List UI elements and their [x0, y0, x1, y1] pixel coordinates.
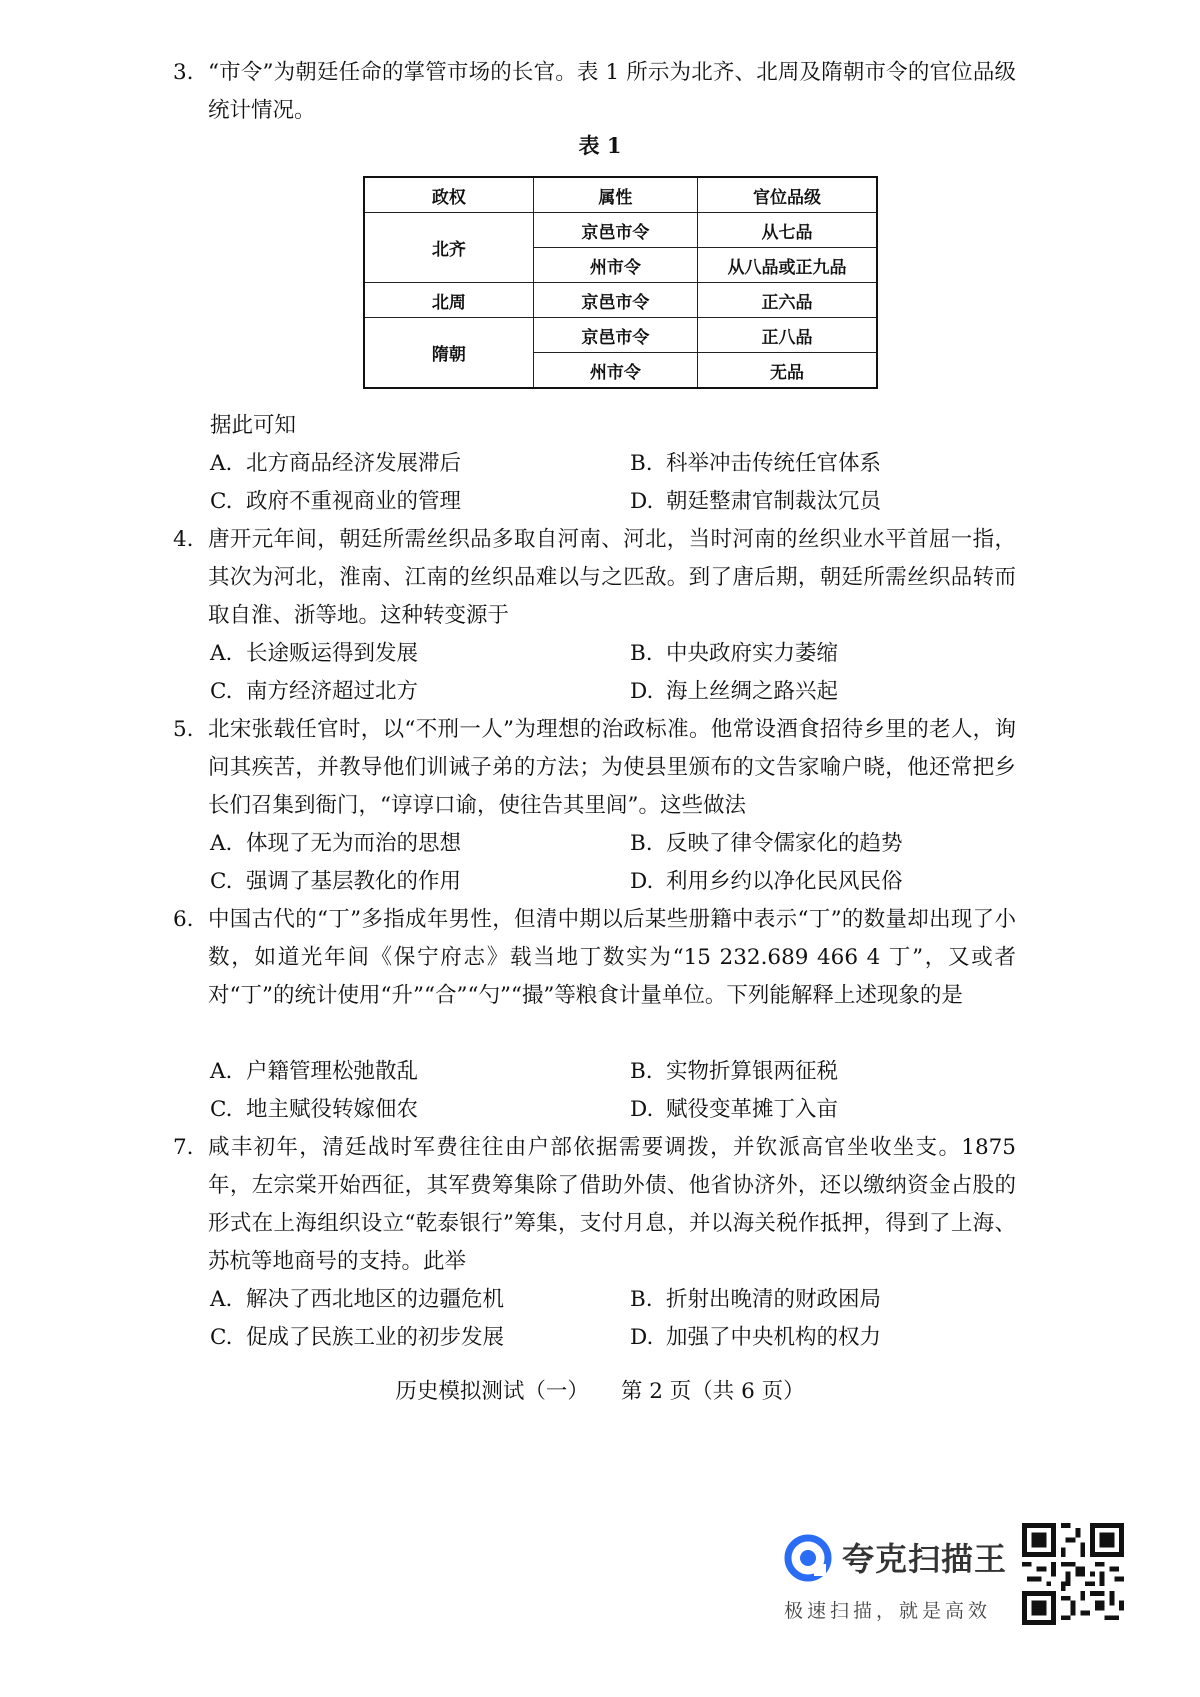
- question-number: 4.: [173, 527, 194, 552]
- regime-cell: 北齐: [364, 213, 533, 283]
- scanner-watermark: [784, 1530, 1014, 1630]
- option-c[interactable]: C. 政府不重视商业的管理: [210, 489, 462, 514]
- table-header-cell: 官位品级: [697, 177, 877, 213]
- question-lead: 据此可知: [210, 413, 297, 438]
- option-d[interactable]: D. 朝廷整肃官制裁汰冗员: [630, 489, 882, 514]
- page-footer: [0, 1374, 1200, 1405]
- option-d[interactable]: D. 赋役变革摊丁入亩: [630, 1097, 839, 1122]
- question-stem: 唐开元年间，朝廷所需丝织品多取自河南、河北，当时河南的丝织业水平首屈一指，其次为河北，淮南、江南的丝织品难以与之匹敌。到了唐后期，朝廷所需丝织品转而取自淮、浙等地。这种转变源于: [208, 527, 1016, 628]
- attr-cell: 京邑市令: [533, 213, 697, 248]
- question-stem: “市令”为朝廷任命的掌管市场的长官。表 1 所示为北齐、北周及隋朝市令的官位品级统计情况。: [208, 60, 1016, 123]
- question-number: 5.: [173, 717, 194, 742]
- question-number: 7.: [173, 1135, 194, 1160]
- rank-cell: 无品: [697, 353, 877, 389]
- rank-cell: 正六品: [697, 283, 877, 318]
- option-d[interactable]: D. 利用乡约以净化民风民俗: [630, 869, 903, 894]
- question-number: 3.: [173, 60, 194, 85]
- rank-cell: 从八品或正九品: [697, 248, 877, 283]
- options-q5: [210, 825, 1030, 901]
- options-q4: [210, 635, 1030, 711]
- option-d[interactable]: D. 海上丝绸之路兴起: [630, 679, 839, 704]
- question-5: [173, 711, 1016, 825]
- qr-code-icon: [1022, 1523, 1124, 1625]
- option-b[interactable]: B. 科举冲击传统任官体系: [630, 451, 882, 476]
- question-4: [173, 521, 1016, 635]
- option-c[interactable]: C. 促成了民族工业的初步发展: [210, 1325, 505, 1350]
- rank-cell: 从七品: [697, 213, 877, 248]
- option-a[interactable]: A. 解决了西北地区的边疆危机: [210, 1287, 505, 1312]
- option-b[interactable]: B. 折射出晚清的财政困局: [630, 1287, 882, 1312]
- option-b[interactable]: B. 反映了律令儒家化的趋势: [630, 831, 903, 856]
- option-a[interactable]: A. 体现了无为而治的思想: [210, 831, 462, 856]
- question-3: [173, 54, 1016, 130]
- regime-cell: 北周: [364, 283, 533, 318]
- table-header-cell: 属性: [533, 177, 697, 213]
- question-6: [173, 901, 1016, 1015]
- question-number: 6.: [173, 907, 194, 932]
- table-caption: 表 1: [578, 133, 622, 158]
- attr-cell: 京邑市令: [533, 283, 697, 318]
- option-b[interactable]: B. 中央政府实力萎缩: [630, 641, 839, 666]
- option-a[interactable]: A. 北方商品经济发展滞后: [210, 451, 462, 476]
- question-7: [173, 1129, 1016, 1281]
- table-row: [364, 213, 877, 248]
- options-q7: [210, 1281, 1030, 1357]
- table-header-row: [364, 177, 877, 213]
- rank-table: [363, 176, 878, 389]
- rank-cell: 正八品: [697, 318, 877, 353]
- question-stem: 咸丰初年，清廷战时军费往往由户部依据需要调拨，并钦派高官坐收坐支。1875 年，左宗棠开始西征，其军费筹集除了借助外债、他省协济外，还以缴纳资金占股的形式在上海组织设立“乾泰银行”筹集，支付月息，并以海关税作抵押，得到了上海、苏杭等地商号的支持。此举: [208, 1135, 1016, 1274]
- table-header-cell: 政权: [364, 177, 533, 213]
- scanner-name: 夸克扫描王: [842, 1540, 1008, 1578]
- options-q6: [210, 1053, 1030, 1129]
- table-row: [364, 318, 877, 353]
- option-c[interactable]: C. 南方经济超过北方: [210, 679, 419, 704]
- option-a[interactable]: A. 户籍管理松弛散乱: [210, 1059, 419, 1084]
- exam-title: 历史模拟测试（一）: [395, 1379, 589, 1404]
- option-d[interactable]: D. 加强了中央机构的权力: [630, 1325, 882, 1350]
- option-b[interactable]: B. 实物折算银两征税: [630, 1059, 839, 1084]
- option-a[interactable]: A. 长途贩运得到发展: [210, 641, 419, 666]
- options-q3: [210, 445, 1030, 521]
- option-c[interactable]: C. 强调了基层教化的作用: [210, 869, 462, 894]
- quark-logo-icon: [784, 1534, 832, 1582]
- attr-cell: 京邑市令: [533, 318, 697, 353]
- question-stem: 北宋张载任官时，以“不刑一人”为理想的治政标准。他常设酒食招待乡里的老人，询问其疾苦，并教导他们训诫子弟的方法；为使县里颁布的文告家喻户晓，他还常把乡长们召集到衙门，“谆谆口谕，使往告其里闾”。这些做法: [208, 717, 1016, 818]
- table-row: [364, 283, 877, 318]
- question-stem: 中国古代的“丁”多指成年男性，但清中期以后某些册籍中表示“丁”的数量却出现了小数，如道光年间《保宁府志》载当地丁数实为“15 232.689 466 4 丁”，又或者对“丁”的统计使用“升”“合”“勺”“撮”等粮食计量单位。下列能解释上述现象的是: [208, 907, 1016, 1008]
- regime-cell: 隋朝: [364, 318, 533, 389]
- page-number: 第 2 页（共 6 页）: [620, 1379, 805, 1404]
- option-c[interactable]: C. 地主赋役转嫁佃农: [210, 1097, 419, 1122]
- attr-cell: 州市令: [533, 353, 697, 389]
- scanner-slogan: 极速扫描，就是高效: [784, 1600, 992, 1622]
- attr-cell: 州市令: [533, 248, 697, 283]
